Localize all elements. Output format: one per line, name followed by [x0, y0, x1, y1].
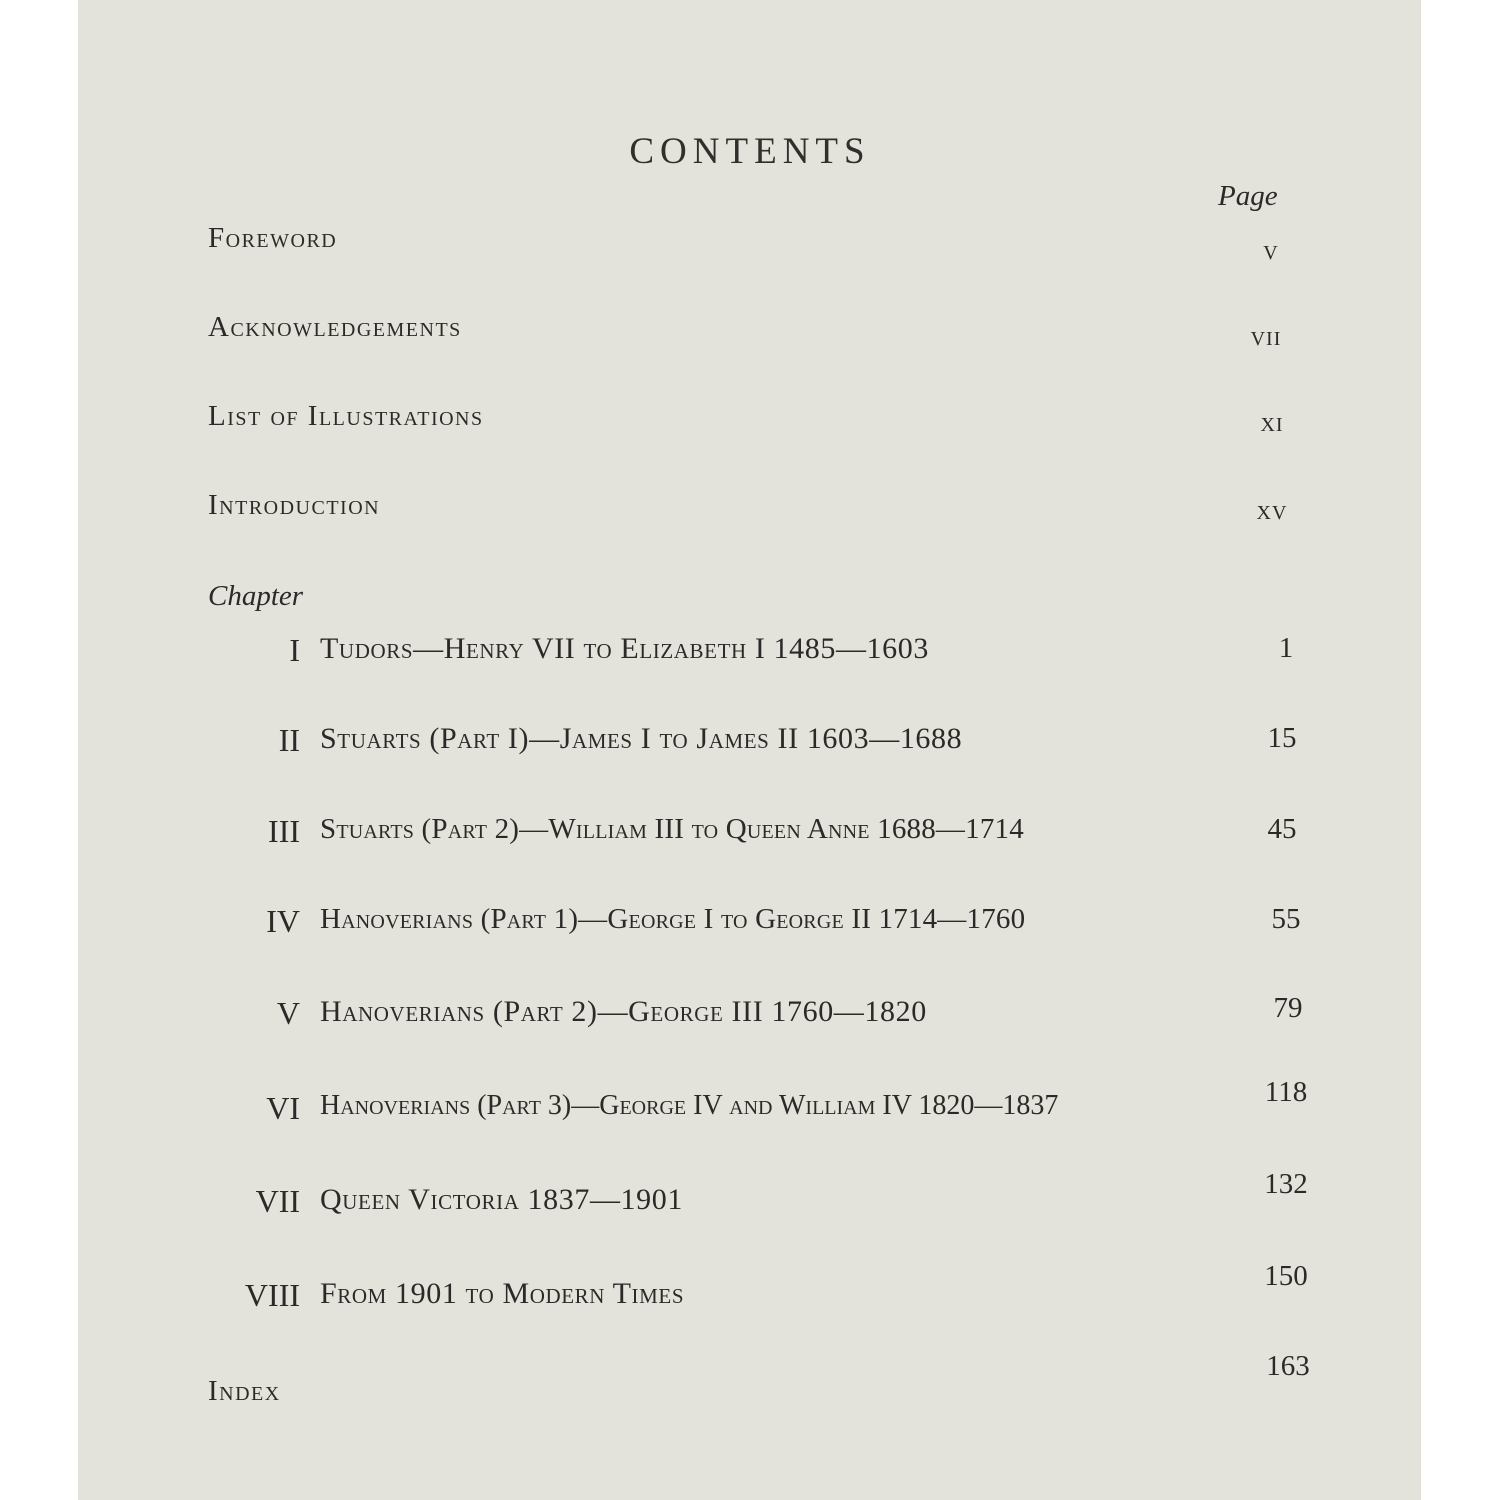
page-column-header: Page: [1218, 180, 1278, 212]
chapter-title-4[interactable]: Hanoverians (Part 1)—George I to George II 1714—1760: [320, 903, 1026, 935]
chapter-page-8: 150: [1264, 1260, 1308, 1292]
chapter-page-5: 79: [1273, 992, 1303, 1024]
toc-page-index: 163: [1266, 1350, 1310, 1382]
chapter-number: VII: [255, 1183, 300, 1219]
toc-entry-introduction[interactable]: Introduction: [208, 489, 381, 521]
chapter-title-6[interactable]: Hanoverians (Part 3)—George IV and William IV 1820—1837: [320, 1090, 1059, 1121]
toc-page-list-of-illustrations: xi: [1260, 406, 1284, 438]
chapter-number: I: [289, 632, 300, 668]
chapter-column-header: Chapter: [208, 580, 304, 612]
chapter-title-8[interactable]: From 1901 to Modern Times: [320, 1277, 685, 1310]
chapter-page-6: 118: [1264, 1076, 1308, 1108]
chapter-number: VIII: [244, 1277, 300, 1313]
chapter-title-1[interactable]: Tudors—Henry VII to Elizabeth I 1485—1603: [320, 632, 929, 665]
chapter-number: II: [278, 722, 300, 758]
toc-entry-foreword[interactable]: Foreword: [208, 222, 338, 254]
chapter-title-5[interactable]: Hanoverians (Part 2)—George III 1760—1820: [320, 995, 927, 1028]
toc-page-foreword: v: [1263, 234, 1279, 266]
chapter-page-2: 15: [1267, 722, 1297, 754]
chapter-number: III: [268, 813, 300, 849]
chapter-page-3: 45: [1267, 813, 1297, 845]
toc-page-acknowledgements: vii: [1250, 320, 1282, 352]
chapter-page-1: 1: [1278, 632, 1294, 664]
toc-page-introduction: xv: [1256, 494, 1288, 526]
chapter-number: V: [276, 995, 300, 1031]
chapter-page-4: 55: [1271, 903, 1301, 935]
chapter-number: IV: [266, 903, 300, 939]
toc-entry-acknowledgements[interactable]: Acknowledgements: [208, 311, 462, 343]
toc-entry-index[interactable]: Index: [208, 1375, 281, 1407]
chapter-title-7[interactable]: Queen Victoria 1837—1901: [320, 1183, 683, 1216]
toc-entry-list-of-illustrations[interactable]: List of Illustrations: [208, 400, 484, 432]
page-title: CONTENTS: [629, 131, 871, 172]
chapter-title-3[interactable]: Stuarts (Part 2)—William III to Queen Anne 1688—1714: [320, 813, 1024, 845]
chapter-title-2[interactable]: Stuarts (Part I)—James I to James II 1603—1688: [320, 722, 963, 755]
chapter-page-7: 132: [1264, 1168, 1308, 1200]
chapter-number: VI: [266, 1090, 300, 1126]
